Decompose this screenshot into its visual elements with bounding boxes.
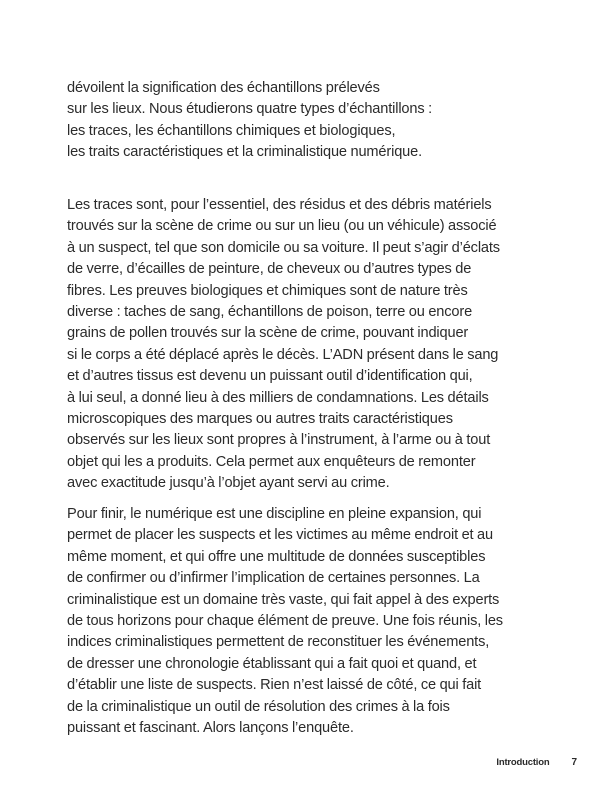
text-line: Les traces sont, pour l’essentiel, des résidus et des débris matériels bbox=[67, 197, 492, 213]
text-line: à lui seul, a donné lieu à des milliers de condamnations. Les détails bbox=[67, 389, 489, 406]
text-line: de dresser une chronologie établissant qui a fait quoi et quand, et bbox=[67, 655, 477, 672]
text-line: de tous horizons pour chaque élément de preuve. Une fois réunis, les bbox=[67, 613, 503, 630]
text-line: à un suspect, tel que son domicile ou sa voiture. Il peut s’agir d’éclats bbox=[67, 239, 500, 256]
page-footer bbox=[496, 757, 577, 768]
text-line: d’établir une liste de suspects. Rien n’est laissé de côté, ce qui fait bbox=[67, 677, 482, 694]
paragraph-traces bbox=[67, 195, 500, 495]
text-line: indices criminalistiques permettent de reconstituer les événements, bbox=[67, 634, 490, 651]
text-line: permet de placer les suspects et les victimes au même endroit et au bbox=[67, 527, 493, 544]
text-line: de confirmer ou d’infirmer l’implication de certaines personnes. La bbox=[67, 570, 480, 587]
text-line: si le corps a été déplacé après le décès. L’ADN présent dans le sang bbox=[67, 346, 499, 363]
text-line: avec exactitude jusqu’à l’objet ayant servi au crime. bbox=[67, 475, 390, 492]
text-line: diverse : taches de sang, échantillons de poison, terre ou encore bbox=[67, 304, 473, 321]
text-line: même moment, et qui offre une multitude de données susceptibles bbox=[67, 548, 486, 565]
text-line: de la criminalistique un outil de résolution des crimes à la fois bbox=[67, 698, 450, 715]
text-line: fibres. Les preuves biologiques et chimiques sont de nature très bbox=[67, 282, 468, 299]
text-line: dévoilent la signification des échantillons prélevés bbox=[67, 80, 380, 96]
text-line: trouvés sur la scène de crime ou sur un lieu (ou un véhicule) associé bbox=[67, 218, 497, 235]
paragraph-digital bbox=[67, 504, 503, 739]
text-line: sur les lieux. Nous étudierons quatre types d’échantillons : bbox=[67, 101, 433, 118]
text-line: de verre, d’écailles de peinture, de cheveux ou d’autres types de bbox=[67, 261, 472, 278]
text-line: et d’autres tissus est devenu un puissant outil d’identification qui, bbox=[67, 368, 473, 385]
text-line: les traits caractéristiques et la criminalistique numérique. bbox=[67, 144, 423, 161]
text-line: les traces, les échantillons chimiques et biologiques, bbox=[67, 122, 396, 139]
page-number: 7 bbox=[571, 757, 577, 768]
text-line: puissant et fascinant. Alors lançons l’enquête. bbox=[67, 720, 354, 737]
paragraph-intro-samples bbox=[67, 78, 432, 164]
text-line: observés sur les lieux sont propres à l’instrument, à l’arme ou à tout bbox=[67, 432, 491, 449]
text-line: grains de pollen trouvés sur la scène de crime, pouvant indiquer bbox=[67, 325, 469, 342]
running-footer-section: Introduction bbox=[496, 757, 550, 768]
text-line: Pour finir, le numérique est une discipline en pleine expansion, qui bbox=[67, 506, 482, 522]
text-line: criminalistique est un domaine très vaste, qui fait appel à des experts bbox=[67, 591, 500, 608]
text-line: objet qui les a produits. Cela permet aux enquêteurs de remonter bbox=[67, 453, 476, 470]
text-line: microscopiques des marques ou autres traits caractéristiques bbox=[67, 411, 453, 428]
